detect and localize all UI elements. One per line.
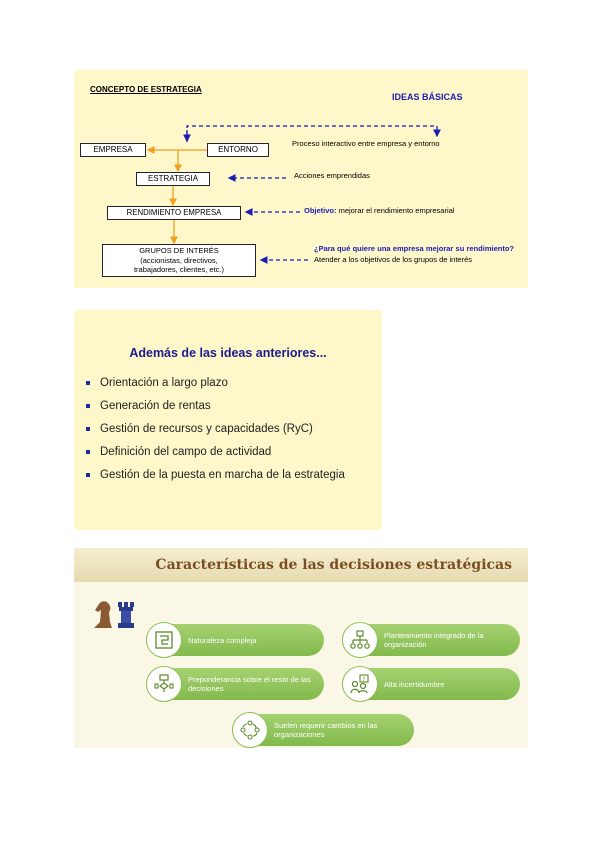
- pill-label: Naturaleza compleja: [188, 635, 257, 645]
- list-item: Definición del campo de actividad: [86, 443, 372, 461]
- entorno-box: ENTORNO: [207, 143, 269, 157]
- rendimiento-box: RENDIMIENTO EMPRESA: [107, 206, 241, 220]
- note-acciones: Acciones emprendidas: [294, 171, 370, 180]
- pregunta-text: Atender a los objetivos de los grupos de interés: [314, 255, 473, 264]
- list-item: Gestión de la puesta en marcha de la estrategia: [86, 466, 372, 484]
- svg-text:?: ?: [362, 676, 366, 683]
- concept-heading: CONCEPTO DE ESTRATEGIA: [90, 85, 202, 94]
- slide2-title: Además de las ideas anteriores...: [129, 346, 327, 360]
- empresa-box: EMPRESA: [80, 143, 146, 157]
- slide3-title: Características de las decisiones estratégicas: [155, 557, 512, 573]
- note-proceso: Proceso interactivo entre empresa y entorno: [292, 139, 440, 148]
- pregunta-bold: ¿Para qué quiere una empresa mejorar su rendimiento?: [314, 244, 514, 253]
- objetivo-label: Objetivo:: [304, 206, 337, 215]
- slide-concepto-estrategia: [74, 70, 528, 288]
- estrategia-box: ESTRATEGIA: [136, 172, 210, 186]
- chess-pieces-icon: [92, 598, 136, 630]
- objetivo-text: mejorar el rendimiento empresarial: [336, 206, 455, 215]
- list-item: Generación de rentas: [86, 397, 372, 415]
- pill-label: Planteamiento integrado de la organización: [384, 631, 484, 649]
- grupos-interes-box: [102, 244, 256, 277]
- pill-planteamiento-integrado: [342, 624, 520, 656]
- cycle-icon: [232, 712, 268, 748]
- puzzle-icon: [146, 622, 182, 658]
- question-people-icon: [342, 666, 378, 702]
- pill-naturaleza-compleja: [146, 624, 324, 656]
- slide-ideas-adicionales: [74, 310, 382, 530]
- ideas-list: [86, 374, 372, 489]
- slide-caracteristicas: [74, 548, 528, 748]
- slide3-header-band: [74, 548, 528, 582]
- ideas-basicas-heading: IDEAS BÁSICAS: [392, 92, 463, 102]
- note-objetivo: [304, 206, 454, 215]
- note-pregunta: [314, 243, 514, 265]
- pill-label: Alta incertidumbre: [384, 679, 445, 689]
- pill-alta-incertidumbre: [342, 668, 520, 700]
- pill-requerir-cambios: [232, 714, 414, 746]
- list-item: Gestión de recursos y capacidades (RyC): [86, 420, 372, 438]
- grupos-line-1: GRUPOS DE INTERÉS: [139, 246, 219, 255]
- grupos-line-3: trabajadores, clientes, etc.): [133, 265, 225, 274]
- hierarchy-icon: [342, 622, 378, 658]
- grupos-line-2: (accionistas, directivos,: [140, 255, 218, 265]
- pill-preponderancia: [146, 668, 324, 700]
- list-item: Orientación a largo plazo: [86, 374, 372, 392]
- pill-label: Preponderancia sobre el resto de las decisiones: [188, 675, 311, 693]
- flowchart-icon: [146, 666, 182, 702]
- pill-label: Suelen requerir cambios en las organizaciones: [274, 721, 378, 739]
